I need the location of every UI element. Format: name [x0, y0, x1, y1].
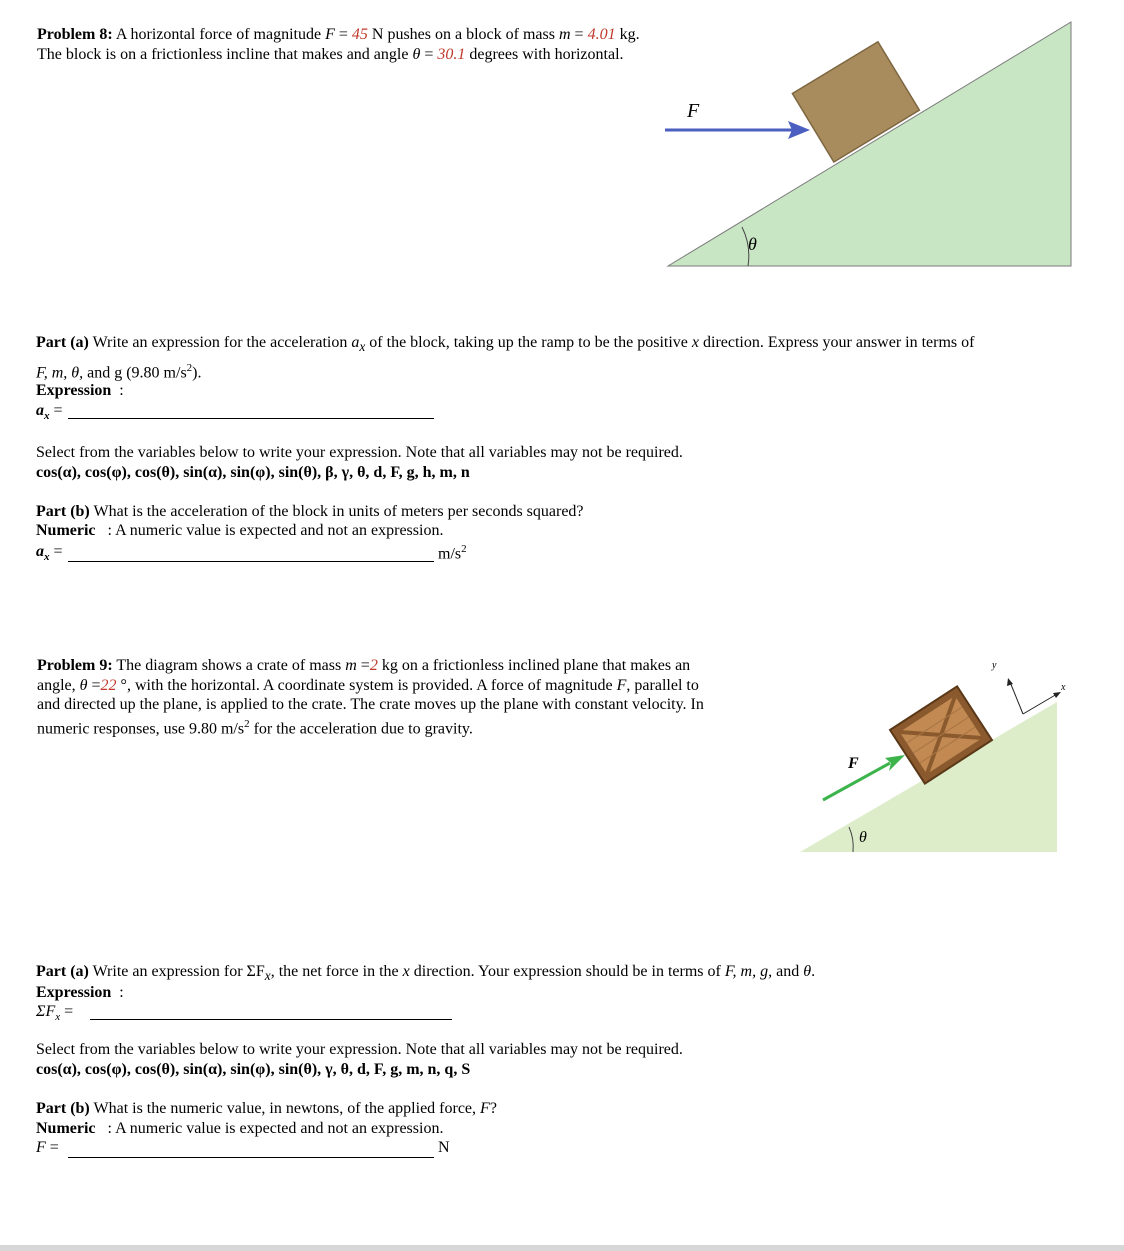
p9-part-b-unit: N — [438, 1139, 450, 1156]
angle-label-2: θ — [859, 829, 867, 846]
problem8-label: Problem 8: — [37, 26, 113, 43]
axis-x-label: x — [1061, 682, 1066, 693]
p8-part-a-terms: F, m, θ, and g (9.80 $m/s^2$). — [36, 362, 202, 382]
p9-part-a-type: Expression : — [36, 984, 124, 1001]
problem9-statement: Problem 9: The diagram shows a crate of mass m =2 kg on a frictionless inclined plane that makes an angle, θ =22 °, with the horizontal. A coordinate system is provided. A force of magnitude F, parallel to and directed up the plane, is applied to the crate. The crate moves up the plane with constant velocity. In numeric responses, use 9.80 $m/s^2$ for the acceleration due to gravity. — [37, 657, 704, 737]
axis-y-label: y — [992, 660, 997, 671]
p9-part-a-answer-input[interactable] — [90, 1001, 452, 1020]
p9-angle-value: 22 — [100, 676, 117, 694]
p9-part-a-prompt: Part (a) Write an expression for $\Sigma F_x$, the net force in the x direction. Your expression should be in terms of F, m, g, and θ. — [36, 963, 816, 984]
p9-part-a-variables: cos(α), cos(φ), cos(θ), sin(α), sin(φ), sin(θ), γ, θ, d, F, g, m, n, q, S — [36, 1061, 471, 1078]
angle-label: θ — [748, 234, 757, 254]
p8-part-a-type: Expression : — [36, 382, 124, 399]
mass-value: 4.01 — [587, 26, 616, 43]
p9-part-b-answer-input[interactable] — [68, 1139, 434, 1158]
p8-part-a-select-text: Select from the variables below to write your expression. Note that all variables may not be required. — [36, 444, 683, 461]
p8-part-b-answer-input[interactable] — [68, 543, 434, 562]
p8-a-answer-label: $a_x$ = — [36, 402, 63, 423]
p8-part-b-unit: $m/s^2$ — [438, 543, 467, 563]
problem8-statement: Problem 8: A horizontal force of magnitude F = 45 N pushes on a block of mass m = 4.01 kg. The block is on a frictionless incline that makes and angle θ = 30.1 degrees with horizontal. — [37, 26, 640, 63]
p9-mass-value: 2 — [369, 657, 378, 674]
p8-part-a-variables: cos(α), cos(φ), cos(θ), sin(α), sin(φ), sin(θ), β, γ, θ, d, F, g, h, m, n — [36, 464, 470, 481]
p8-part-a-answer-input[interactable] — [68, 400, 434, 419]
p9-a-answer-label: $\Sigma F_x$ = — [36, 1003, 74, 1024]
p9-part-a-select-text: Select from the variables below to write your expression. Note that all variables may not be required. — [36, 1041, 683, 1058]
p8-part-b-type: Numeric : A numeric value is expected and not an expression. — [36, 522, 444, 539]
page-bottom-bar — [0, 1245, 1124, 1251]
force-value: 45 — [351, 26, 368, 43]
p9-b-answer-label: F = — [36, 1139, 59, 1156]
p9-part-b-type: Numeric : A numeric value is expected and not an expression. — [36, 1120, 444, 1137]
p8-part-a-prompt: Part (a) Write an expression for the acceleration $a_x$ of the block, taking up the ramp to be the positive x direction. Express your answer in terms of — [36, 334, 975, 355]
angle-value: 30.1 — [437, 45, 466, 63]
p8-b-answer-label: $a_x$ = — [36, 543, 63, 564]
force-label-2: F — [848, 755, 859, 772]
problem9-label: Problem 9: — [37, 657, 113, 674]
incline-diagram-1 — [660, 15, 1080, 275]
force-label: F — [687, 100, 700, 122]
p9-part-b-prompt: Part (b) What is the numeric value, in newtons, of the applied force, F? — [36, 1100, 497, 1117]
p8-part-b-prompt: Part (b) What is the acceleration of the block in units of meters per seconds squared? — [36, 503, 584, 520]
incline-diagram-2 — [795, 650, 1085, 860]
